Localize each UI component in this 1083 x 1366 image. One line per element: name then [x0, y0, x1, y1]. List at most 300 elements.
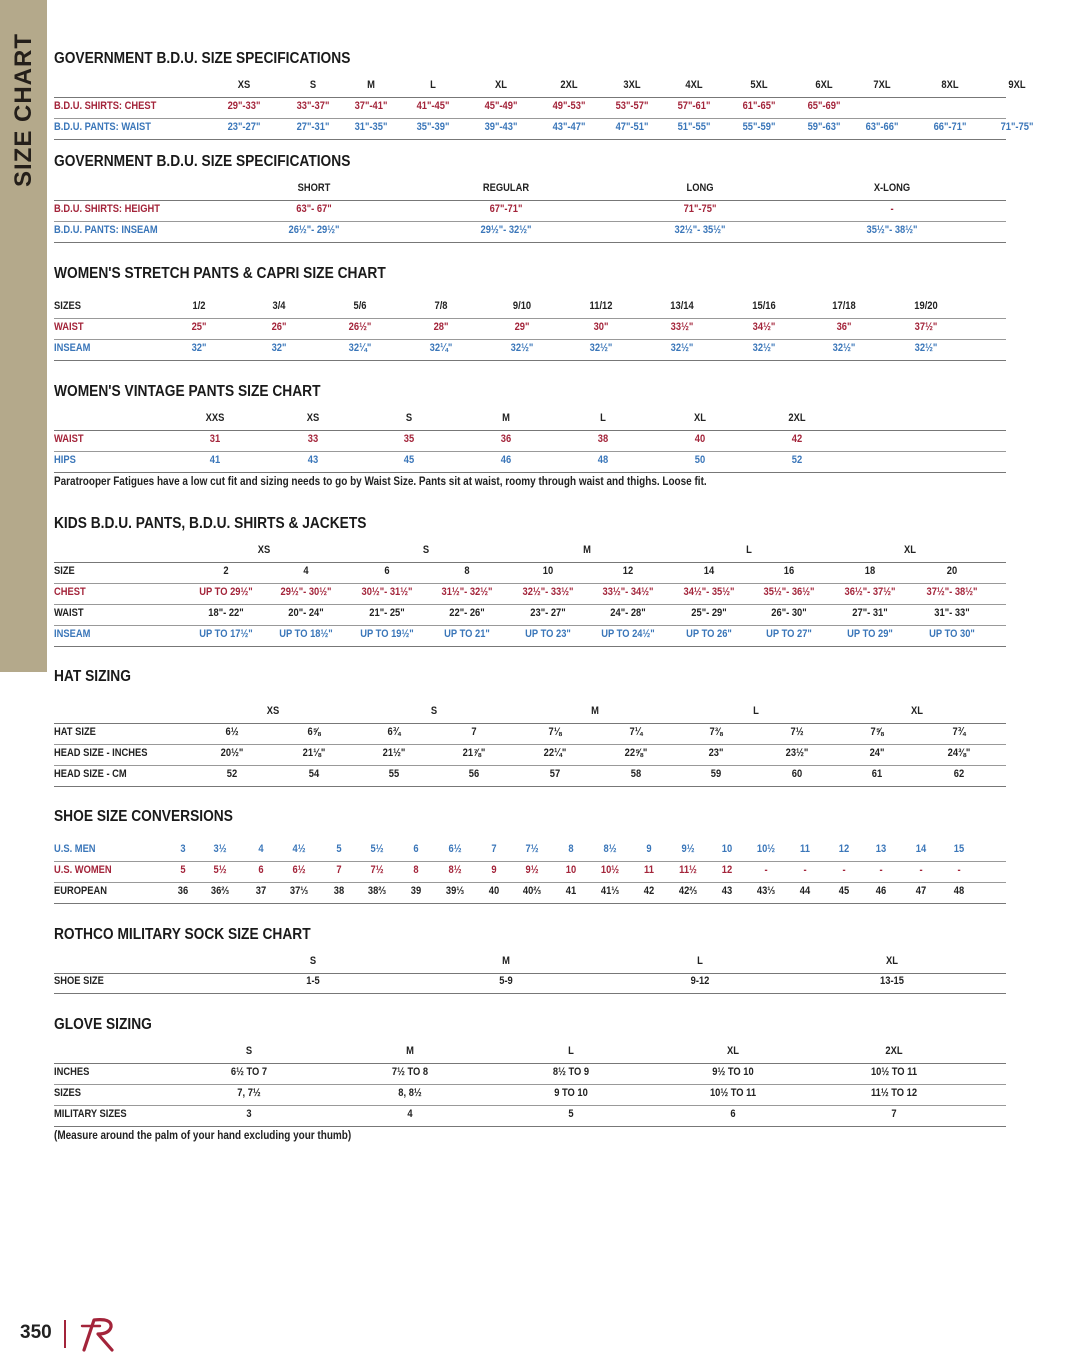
table-cell: 11½: [679, 864, 697, 876]
table-cell: 45"-49": [484, 100, 518, 112]
table-cell: 13-15: [880, 975, 904, 987]
table-cell: 33: [307, 433, 319, 445]
section-note: (Measure around the palm of your hand excluding your thumb): [54, 1128, 352, 1142]
table-cell: 56: [468, 768, 480, 780]
table-cell: 8½: [448, 864, 462, 876]
table-cell: 45: [838, 885, 850, 897]
table-cell: 8: [413, 864, 419, 876]
table-cell: 50: [694, 454, 706, 466]
size-header: XL: [495, 79, 507, 91]
table-cell: 57: [549, 768, 561, 780]
row-label: U.S. MEN: [54, 843, 96, 855]
section-title: WOMEN'S STRETCH PANTS & CAPRI SIZE CHART: [54, 265, 386, 282]
table-row: [54, 861, 1006, 883]
table-cell: 41: [209, 454, 221, 466]
table-cell: 7¼: [629, 726, 643, 738]
table-cell: 37"-41": [354, 100, 388, 112]
table-cell: 9½: [681, 843, 695, 855]
row-label: SHOE SIZE: [54, 975, 104, 987]
table-cell: 30½"- 31½": [361, 586, 413, 598]
table-row: [54, 604, 1006, 626]
section-title: GOVERNMENT B.D.U. SIZE SPECIFICATIONS: [54, 50, 351, 67]
table-cell: 31"-35": [354, 121, 388, 133]
table-cell: 29"-33": [227, 100, 261, 112]
table-cell: -: [890, 203, 894, 215]
table-cell: 48: [953, 885, 965, 897]
table-cell: 40: [694, 433, 706, 445]
size-header: 9XL: [1008, 79, 1026, 91]
table-cell: 67"-71": [489, 203, 523, 215]
table-cell: 22¼": [543, 747, 567, 759]
table-cell: UP TO 19½": [360, 628, 414, 640]
table-cell: UP TO 26": [686, 628, 732, 640]
row-label: EUROPEAN: [54, 885, 107, 897]
table-cell: 43: [307, 454, 319, 466]
table-cell: 11½ TO 12: [870, 1087, 918, 1099]
table-cell: UP TO 18½": [279, 628, 333, 640]
table-cell: 32¼": [348, 342, 372, 354]
section-note: Paratrooper Fatigues have a low cut fit and sizing needs to go by Waist Size. Pants sit at waist, roomy through waist and thighs. Loose fit.: [54, 474, 707, 488]
table-cell: 10: [542, 565, 554, 577]
table-cell: 31: [209, 433, 221, 445]
table-cell: 7½: [525, 843, 539, 855]
table-cell: 7½ TO 8: [391, 1066, 429, 1078]
table-cell: 9/10: [512, 300, 532, 312]
table-cell: 65"-69": [807, 100, 841, 112]
header-row: [54, 541, 1006, 563]
table-row: [54, 562, 1006, 584]
header-row: [54, 702, 1006, 724]
section-title: GLOVE SIZING: [54, 1016, 152, 1033]
table-cell: 26"- 30": [771, 607, 807, 619]
table-cell: 27"- 31": [852, 607, 888, 619]
table-cell: 4: [303, 565, 309, 577]
table-row: [54, 840, 1006, 862]
section-title: GOVERNMENT B.D.U. SIZE SPECIFICATIONS: [54, 153, 351, 170]
table-cell: -: [879, 864, 883, 876]
size-header: S: [422, 544, 430, 556]
size-header: M: [502, 412, 510, 424]
table-cell: 32": [191, 342, 207, 354]
table-cell: 32½": [914, 342, 938, 354]
table-cell: 23"- 27": [530, 607, 566, 619]
table-cell: 55: [388, 768, 400, 780]
table-cell: 6: [384, 565, 390, 577]
table-cell: 40⅔: [522, 885, 542, 897]
table-row: [54, 318, 1006, 340]
row-label: HEAD SIZE - CM: [54, 768, 127, 780]
table-cell: 10: [721, 843, 733, 855]
table-cell: 7½: [370, 864, 384, 876]
table-cell: 5½: [370, 843, 384, 855]
table-cell: 48: [597, 454, 609, 466]
row-label: B.D.U. SHIRTS: HEIGHT: [54, 203, 160, 215]
row-label: INSEAM: [54, 342, 91, 354]
table-cell: 51"-55": [677, 121, 711, 133]
table-cell: 7¾: [952, 726, 966, 738]
table-cell: 35"-39": [416, 121, 450, 133]
table-cell: 32½"- 33½": [522, 586, 574, 598]
size-header: XS: [306, 412, 320, 424]
table-cell: UP TO 30": [929, 628, 975, 640]
table-cell: 7: [471, 726, 477, 738]
table-cell: 63"- 67": [296, 203, 332, 215]
size-header: XS: [237, 79, 251, 91]
table-cell: 6½ TO 7: [230, 1066, 268, 1078]
size-header: XXS: [205, 412, 225, 424]
row-label: WAIST: [54, 433, 84, 445]
table-cell: 33½": [670, 321, 694, 333]
table-cell: 36: [500, 433, 512, 445]
section-title: SHOE SIZE CONVERSIONS: [54, 808, 233, 825]
table-cell: 11: [644, 864, 654, 876]
table-cell: 5: [336, 843, 342, 855]
table-cell: 54: [308, 768, 320, 780]
table-cell: 33½"- 34½": [602, 586, 654, 598]
table-cell: 41⅓: [600, 885, 620, 897]
table-cell: 9 TO 10: [554, 1087, 588, 1099]
hat-section: [54, 668, 1006, 808]
table-cell: 6: [258, 864, 264, 876]
table-cell: 7: [336, 864, 342, 876]
table-cell: 4: [258, 843, 264, 855]
header-row: [54, 179, 1006, 201]
table-cell: 71"-75": [1000, 121, 1034, 133]
table-cell: 20: [946, 565, 958, 577]
table-cell: 21"- 25": [369, 607, 405, 619]
size-header: 6XL: [815, 79, 833, 91]
table-cell: 7⅝: [870, 726, 884, 738]
table-cell: 6: [730, 1108, 736, 1120]
table-cell: 7⅛: [548, 726, 562, 738]
table-cell: 12: [838, 843, 850, 855]
table-cell: 32": [271, 342, 287, 354]
row-label: B.D.U. PANTS: INSEAM: [54, 224, 158, 236]
table-cell: 58: [630, 768, 642, 780]
table-cell: 43"-47": [552, 121, 586, 133]
table-cell: 9½ TO 10: [712, 1066, 754, 1078]
table-cell: 26": [271, 321, 287, 333]
table-cell: 36½"- 37½": [844, 586, 896, 598]
table-cell: 25"- 29": [691, 607, 727, 619]
table-cell: 32½": [510, 342, 534, 354]
size-header: XS: [257, 544, 271, 556]
table-cell: 45: [403, 454, 415, 466]
table-cell: 42: [791, 433, 803, 445]
table-cell: 4: [407, 1108, 413, 1120]
table-cell: 18: [864, 565, 876, 577]
row-label: WAIST: [54, 607, 84, 619]
table-cell: 7½: [790, 726, 804, 738]
row-label: U.S. WOMEN: [54, 864, 112, 876]
table-cell: 15/16: [752, 300, 776, 312]
table-cell: 36: [177, 885, 189, 897]
table-cell: 19/20: [914, 300, 938, 312]
size-header: M: [583, 544, 591, 556]
table-cell: -: [803, 864, 807, 876]
header-row: [54, 76, 1026, 98]
table-cell: 10½: [600, 864, 620, 876]
table-cell: 13: [875, 843, 887, 855]
header-row: [54, 1042, 1006, 1064]
table-cell: 60: [791, 768, 803, 780]
table-cell: 9-12: [690, 975, 710, 987]
row-label: HIPS: [54, 454, 76, 466]
row-label: B.D.U. SHIRTS: CHEST: [54, 100, 157, 112]
table-row: [54, 1105, 1006, 1127]
size-header: M: [406, 1045, 414, 1057]
table-cell: 38: [333, 885, 345, 897]
table-cell: 29": [514, 321, 530, 333]
table-cell: 8: [568, 843, 574, 855]
table-cell: 71"-75": [683, 203, 717, 215]
size-header: 8XL: [941, 79, 959, 91]
table-cell: 32¼": [429, 342, 453, 354]
size-header: XL: [694, 412, 706, 424]
table-cell: 42: [643, 885, 655, 897]
table-cell: 2: [223, 565, 229, 577]
table-cell: 36": [836, 321, 852, 333]
table-cell: 49"-53": [552, 100, 586, 112]
size-header: XL: [904, 544, 916, 556]
table-cell: 40: [488, 885, 500, 897]
table-cell: 39⅓: [445, 885, 465, 897]
table-cell: 32½": [832, 342, 856, 354]
table-cell: -: [957, 864, 961, 876]
table-cell: 32½": [589, 342, 613, 354]
divider: [64, 1320, 66, 1348]
size-header: REGULAR: [482, 182, 530, 194]
size-header: XS: [266, 705, 280, 717]
table-row: [54, 882, 1006, 904]
table-cell: 11: [800, 843, 810, 855]
table-cell: 3/4: [272, 300, 286, 312]
table-cell: 30": [593, 321, 609, 333]
table-cell: 32½"- 35½": [674, 224, 726, 236]
table-cell: 20½": [220, 747, 244, 759]
glove-section: [54, 1016, 1006, 1156]
size-header: L: [430, 79, 436, 91]
size-header: 2XL: [560, 79, 578, 91]
table-row: [54, 297, 1006, 319]
size-header: L: [746, 544, 752, 556]
table-row: [54, 430, 1006, 452]
table-cell: 3: [246, 1108, 252, 1120]
table-cell: 8: [464, 565, 470, 577]
rothco-r-logo-icon: [78, 1316, 120, 1352]
table-cell: UP TO 29": [847, 628, 893, 640]
table-cell: 5: [568, 1108, 574, 1120]
row-label: MILITARY SIZES: [54, 1108, 127, 1120]
table-cell: -: [919, 864, 923, 876]
table-cell: 9: [491, 864, 497, 876]
header-row: [54, 409, 1006, 431]
size-header: 7XL: [873, 79, 891, 91]
side-tab: [0, 0, 47, 672]
row-label: HEAD SIZE - INCHES: [54, 747, 148, 759]
size-header: S: [245, 1045, 253, 1057]
table-cell: 3½: [213, 843, 227, 855]
table-row: [54, 1063, 1006, 1085]
table-cell: 6¾: [387, 726, 401, 738]
row-label: WAIST: [54, 321, 84, 333]
table-cell: 66"-71": [933, 121, 967, 133]
table-cell: 37½": [914, 321, 938, 333]
table-cell: 29½"- 30½": [280, 586, 332, 598]
table-cell: 23": [708, 747, 724, 759]
table-cell: 36⅔: [210, 885, 230, 897]
table-cell: 25": [191, 321, 207, 333]
table-cell: 63"-66": [865, 121, 899, 133]
table-cell: 5½: [213, 864, 227, 876]
table-cell: 55"-59": [742, 121, 776, 133]
table-cell: 43: [721, 885, 733, 897]
table-cell: 57"-61": [677, 100, 711, 112]
size-header: 5XL: [750, 79, 768, 91]
table-cell: 52: [226, 768, 238, 780]
size-header: XL: [911, 705, 923, 717]
table-cell: 7: [891, 1108, 897, 1120]
table-row: [54, 339, 1006, 361]
table-cell: 24⅜": [947, 747, 971, 759]
section-title: WOMEN'S VINTAGE PANTS SIZE CHART: [54, 383, 321, 400]
table-cell: 46: [500, 454, 512, 466]
table-cell: UP TO 17½": [199, 628, 253, 640]
table-cell: 31½"- 32½": [441, 586, 493, 598]
table-cell: UP TO 24½": [601, 628, 655, 640]
table-cell: 17/18: [832, 300, 856, 312]
table-cell: 12: [622, 565, 634, 577]
table-cell: 8½: [603, 843, 617, 855]
table-row: [54, 221, 1006, 243]
size-header: L: [568, 1045, 574, 1057]
table-cell: 38⅔: [367, 885, 387, 897]
size-header: LONG: [686, 182, 714, 194]
table-cell: 8½ TO 9: [552, 1066, 590, 1078]
table-cell: UP TO 21": [444, 628, 490, 640]
table-row: [54, 972, 1006, 994]
row-label: SIZES: [54, 300, 82, 312]
table-cell: 15: [953, 843, 965, 855]
table-cell: 38: [597, 433, 609, 445]
table-cell: 53"-57": [615, 100, 649, 112]
table-cell: 31"- 33": [934, 607, 970, 619]
table-cell: 10: [565, 864, 577, 876]
table-cell: 35½"- 38½": [866, 224, 918, 236]
table-row: [54, 744, 1006, 766]
table-cell: 61"-65": [742, 100, 776, 112]
table-cell: 6⅝: [307, 726, 321, 738]
table-cell: 18"- 22": [208, 607, 244, 619]
table-cell: 6½: [448, 843, 462, 855]
table-cell: 20"- 24": [288, 607, 324, 619]
size-header: S: [309, 79, 317, 91]
table-cell: 26½": [348, 321, 372, 333]
size-header: M: [367, 79, 375, 91]
table-row: [54, 765, 1006, 787]
table-cell: UP TO 29½": [199, 586, 253, 598]
row-label: SIZES: [54, 1087, 82, 1099]
table-cell: 14: [915, 843, 927, 855]
table-cell: 26½"- 29½": [288, 224, 340, 236]
table-cell: 59: [710, 768, 722, 780]
table-cell: UP TO 23": [525, 628, 571, 640]
size-header: X-LONG: [873, 182, 911, 194]
table-cell: 46: [875, 885, 887, 897]
row-label: B.D.U. PANTS: WAIST: [54, 121, 151, 133]
table-cell: 6½: [292, 864, 306, 876]
table-cell: -: [842, 864, 846, 876]
size-header: XL: [886, 955, 898, 967]
table-cell: 61: [871, 768, 883, 780]
kids-section: [54, 515, 1006, 655]
table-cell: 10½ TO 11: [870, 1066, 918, 1078]
row-label: INSEAM: [54, 628, 91, 640]
header-row: [54, 952, 1006, 974]
table-cell: 8, 8½: [398, 1087, 422, 1099]
table-cell: 41"-45": [416, 100, 450, 112]
table-cell: 39: [410, 885, 422, 897]
table-cell: 9: [646, 843, 652, 855]
table-cell: 6: [413, 843, 419, 855]
table-cell: 34½"- 35½": [683, 586, 735, 598]
table-row: [54, 1084, 1006, 1106]
table-cell: 7⅜: [709, 726, 723, 738]
table-cell: 39"-43": [484, 121, 518, 133]
table-row: [54, 118, 1034, 140]
size-header: L: [697, 955, 703, 967]
table-cell: 32½": [752, 342, 776, 354]
section-title: KIDS B.D.U. PANTS, B.D.U. SHIRTS & JACKETS: [54, 515, 367, 532]
table-cell: 14: [703, 565, 715, 577]
table-cell: 23"-27": [227, 121, 261, 133]
section-title: ROTHCO MILITARY SOCK SIZE CHART: [54, 926, 311, 943]
size-header: M: [502, 955, 510, 967]
table-cell: 37: [255, 885, 267, 897]
table-cell: 1/2: [192, 300, 206, 312]
table-cell: 23½": [785, 747, 809, 759]
table-cell: 3: [180, 843, 186, 855]
table-cell: 42⅔: [678, 885, 698, 897]
table-cell: 9½: [525, 864, 539, 876]
side-tab-label: SIZE CHART: [10, 33, 37, 187]
table-cell: 21⅛": [302, 747, 326, 759]
table-cell: 43⅓: [756, 885, 776, 897]
table-cell: 12: [721, 864, 733, 876]
table-cell: 34½": [752, 321, 776, 333]
table-cell: 27"-31": [296, 121, 330, 133]
table-cell: 47: [915, 885, 927, 897]
table-row: [54, 723, 1006, 745]
size-header: 4XL: [685, 79, 703, 91]
table-cell: 52: [791, 454, 803, 466]
size-header: XL: [727, 1045, 739, 1057]
table-cell: 35: [403, 433, 415, 445]
table-cell: 1-5: [306, 975, 320, 987]
womens-vintage-section: [54, 383, 1006, 523]
table-cell: 6½: [225, 726, 239, 738]
table-row: [54, 200, 1006, 222]
table-cell: 22⅝": [624, 747, 648, 759]
table-cell: 16: [783, 565, 795, 577]
size-header: 2XL: [885, 1045, 903, 1057]
size-header: L: [753, 705, 759, 717]
size-header: M: [591, 705, 599, 717]
table-cell: 28": [433, 321, 449, 333]
table-cell: 21⅞": [462, 747, 486, 759]
table-cell: 41: [565, 885, 577, 897]
table-cell: 37⅓: [289, 885, 309, 897]
